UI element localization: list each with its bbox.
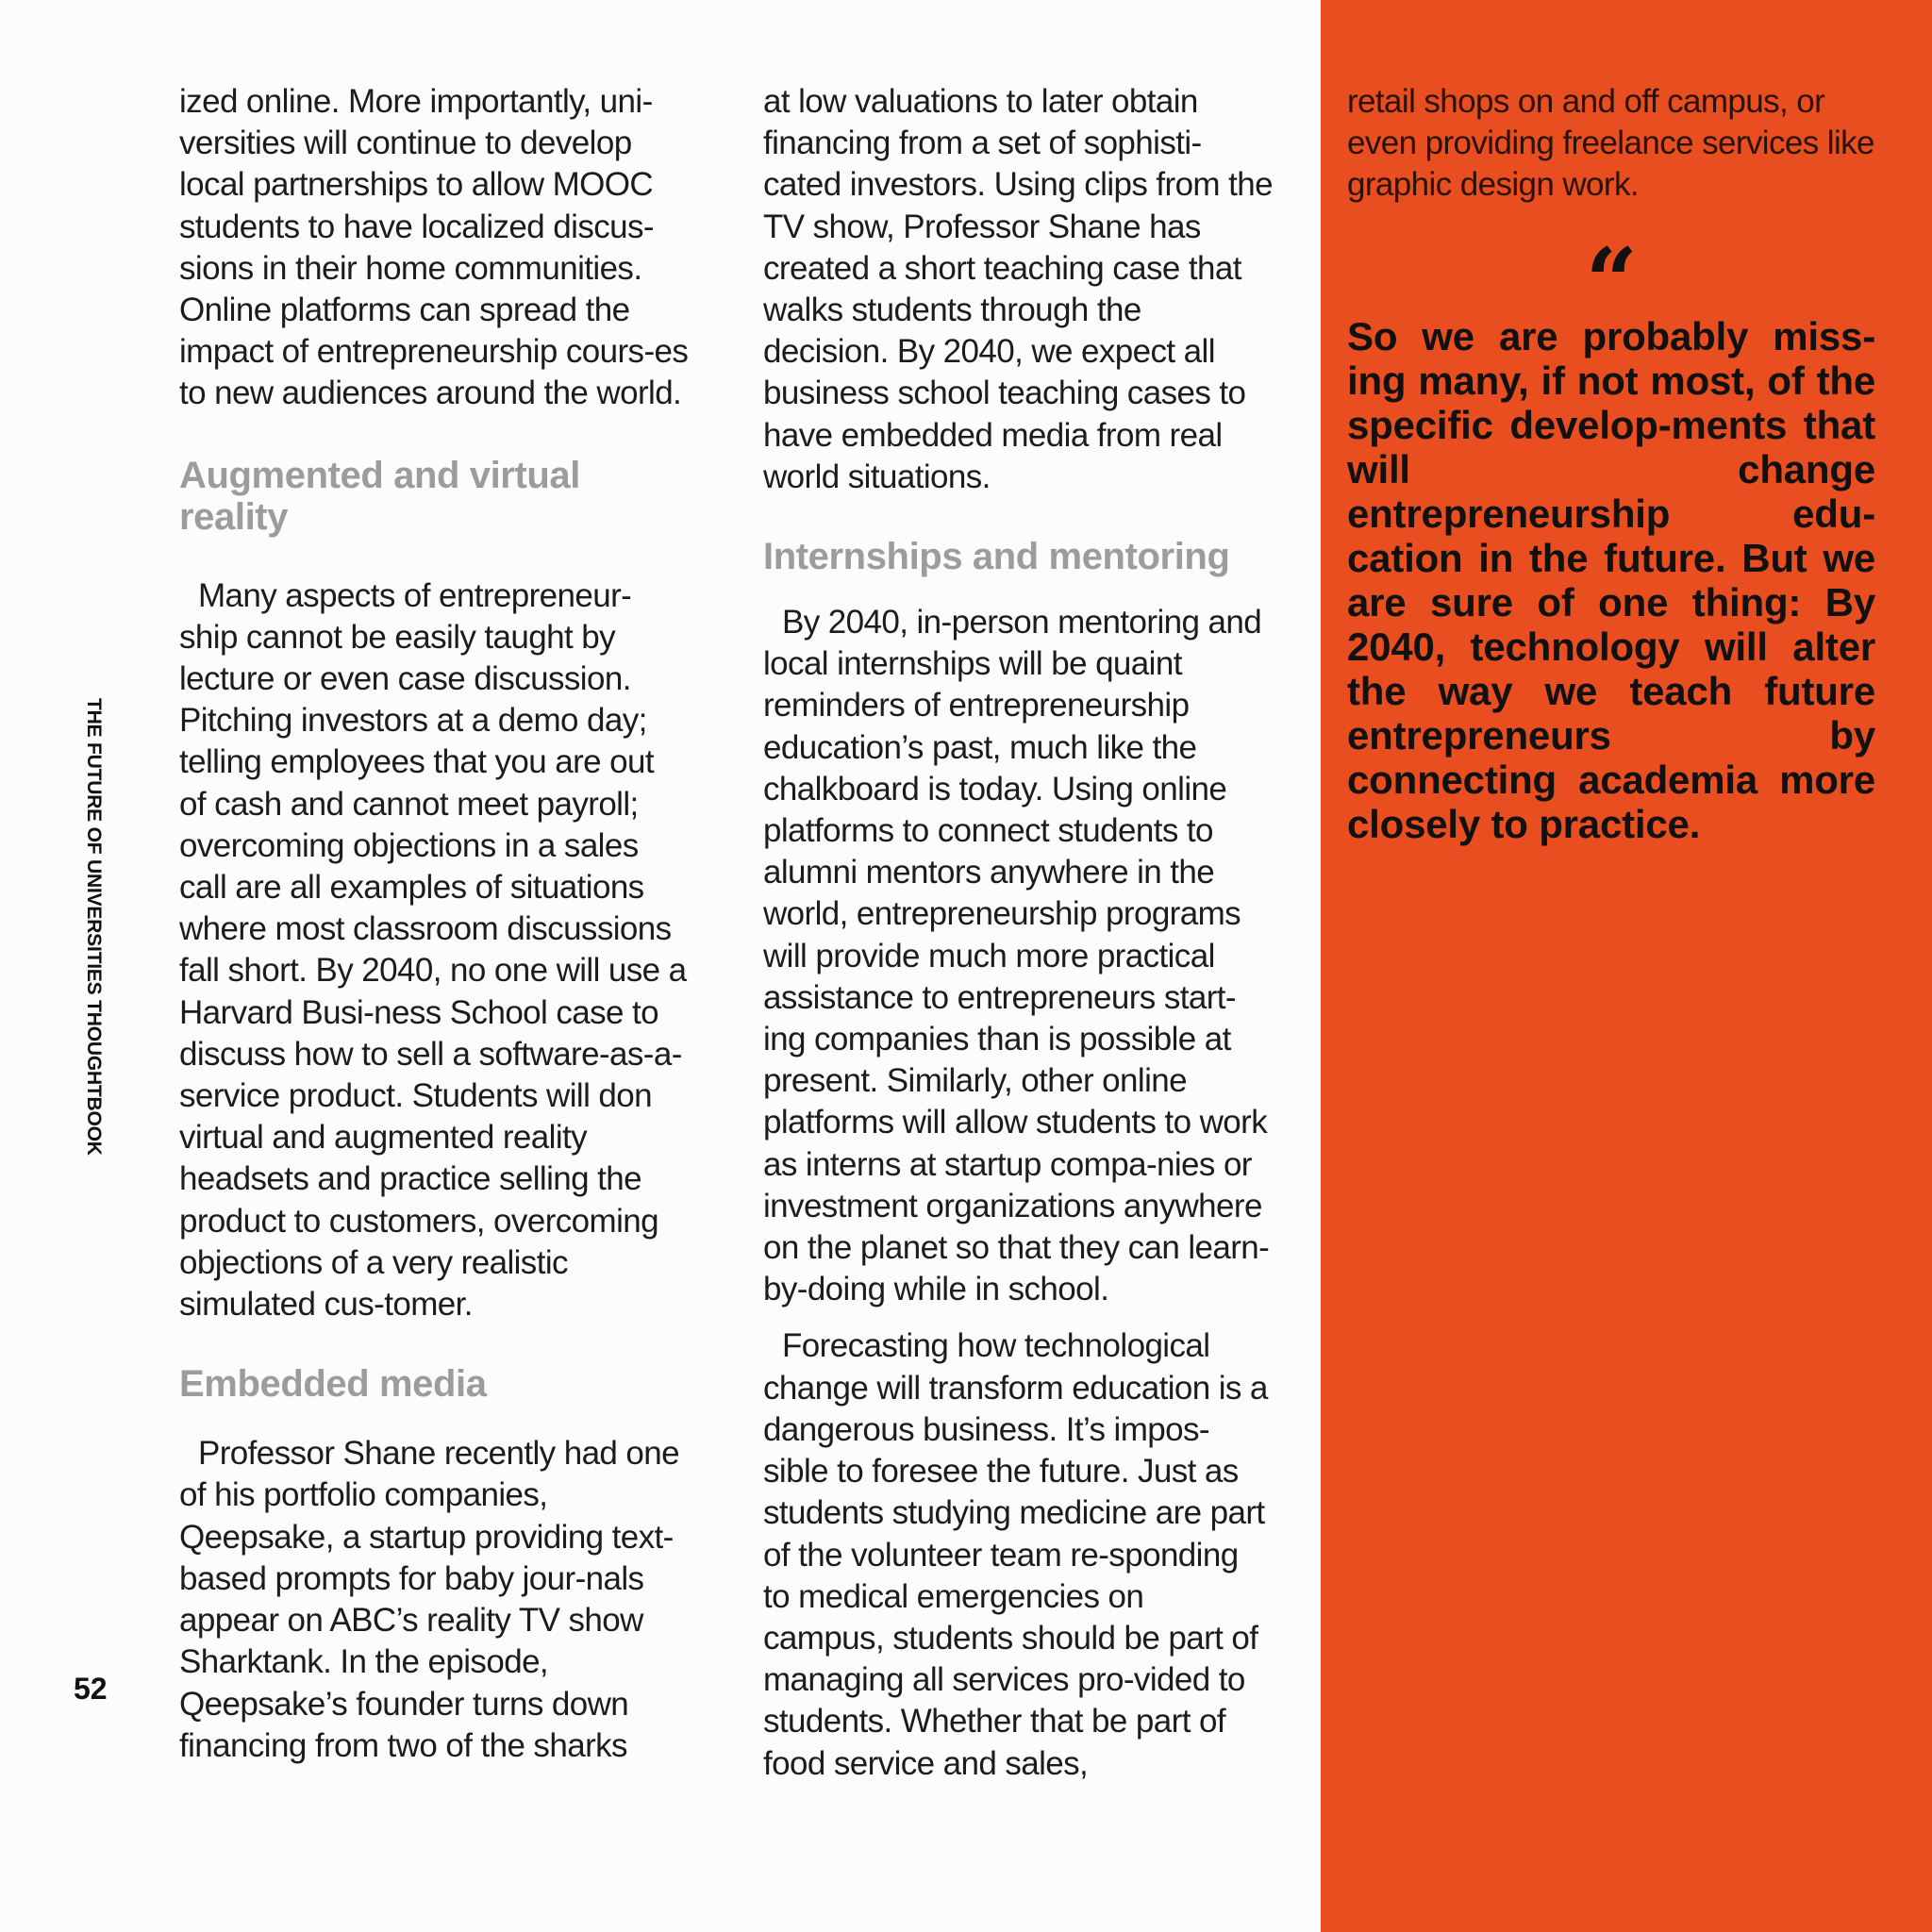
heading-internships-mentoring: Internships and mentoring [763, 536, 1230, 578]
paragraph-retail-shops: retail shops on and off campus, or even providing freelance services like graphic design work. [1347, 83, 1874, 204]
pull-quote: So we are probably miss-ing many, if not most, of the specific develop-ments that will change entrepreneurship edu-cation in the future. But we are sure of one thing: By 2040, technology will alter the way we teach future entrepreneurs by connecting academia more closely to practice. [1347, 313, 1875, 846]
paragraph-forecasting: Forecasting how technological change will transform education is a dangerous business. It’s impos-sible to foresee the future. Just as students studying medicine are part of the volunteer team re-sponding to medical emergencies on campus, students should be part of managing all services pro-vided to students. Whether that be part of food service and sales, [763, 1327, 1268, 1782]
column-3 [1347, 81, 1875, 846]
running-head: THE FUTURE OF UNIVERSITIES THOUGHTBOOK [83, 698, 105, 1156]
paragraph-internships: By 2040, in-person mentoring and local internships will be quaint reminders of entrepreneurship education’s past, much like the chalkboard is today. Using online platforms to connect students to alumni mentors anywhere in the world, entrepreneurship programs will provide much more practical assistance to entrepreneurs start-ing companies than is possible at present. Similarly, other online platforms will allow students to work as interns at startup compa-nies or investment organizations anywhere on the planet so that they can learn-by-doing while in school. [763, 604, 1270, 1308]
quotation-mark-icon: “ [1585, 227, 1638, 335]
paragraph-embedded-media: Professor Shane recently had one of his portfolio companies, Qeepsake, a startup providing text-based prompts for baby jour-nals appear on ABC’s reality TV show Sharktank. In the episode, Qeepsake’s founder turns down financing from two of the sharks [179, 1435, 680, 1764]
heading-embedded-media: Embedded media [179, 1363, 487, 1406]
paragraph-teaching-case: at low valuations to later obtain financing from a set of sophisti-cated investors. Using clips from the TV show, Professor Shane has created a short teaching case that walks students through the decision. By 2040, we expect all business school teaching cases to have embedded media from real world situations. [763, 83, 1273, 495]
paragraph-augmented-reality: Many aspects of entrepreneur-ship cannot be easily taught by lecture or even case discussion. Pitching investors at a demo day; telling employees that you are out of cash and cannot meet payroll; overcoming objections in a sales call are all examples of situations where most classroom discussions fall short. By 2040, no one will use a Harvard Busi-ness School case to discuss how to sell a software-as-a-service product. Students will don virtual and augmented reality headsets and practice selling the product to customers, overcoming objections of a very realistic simulated cus-tomer. [179, 576, 687, 1324]
column-2 [763, 81, 1273, 1785]
heading-augmented-reality: Augmented and virtual reality [179, 454, 580, 538]
page-number: 52 [74, 1672, 108, 1706]
paragraph-mooc: ized online. More importantly, uni-versities will continue to develop local partnerships to allow MOOC students to have localized discus-sions in their home communities. Online platforms can spread the impact of entrepreneurship cours-es to new audiences around the world. [179, 83, 689, 412]
column-1 [179, 81, 689, 1767]
